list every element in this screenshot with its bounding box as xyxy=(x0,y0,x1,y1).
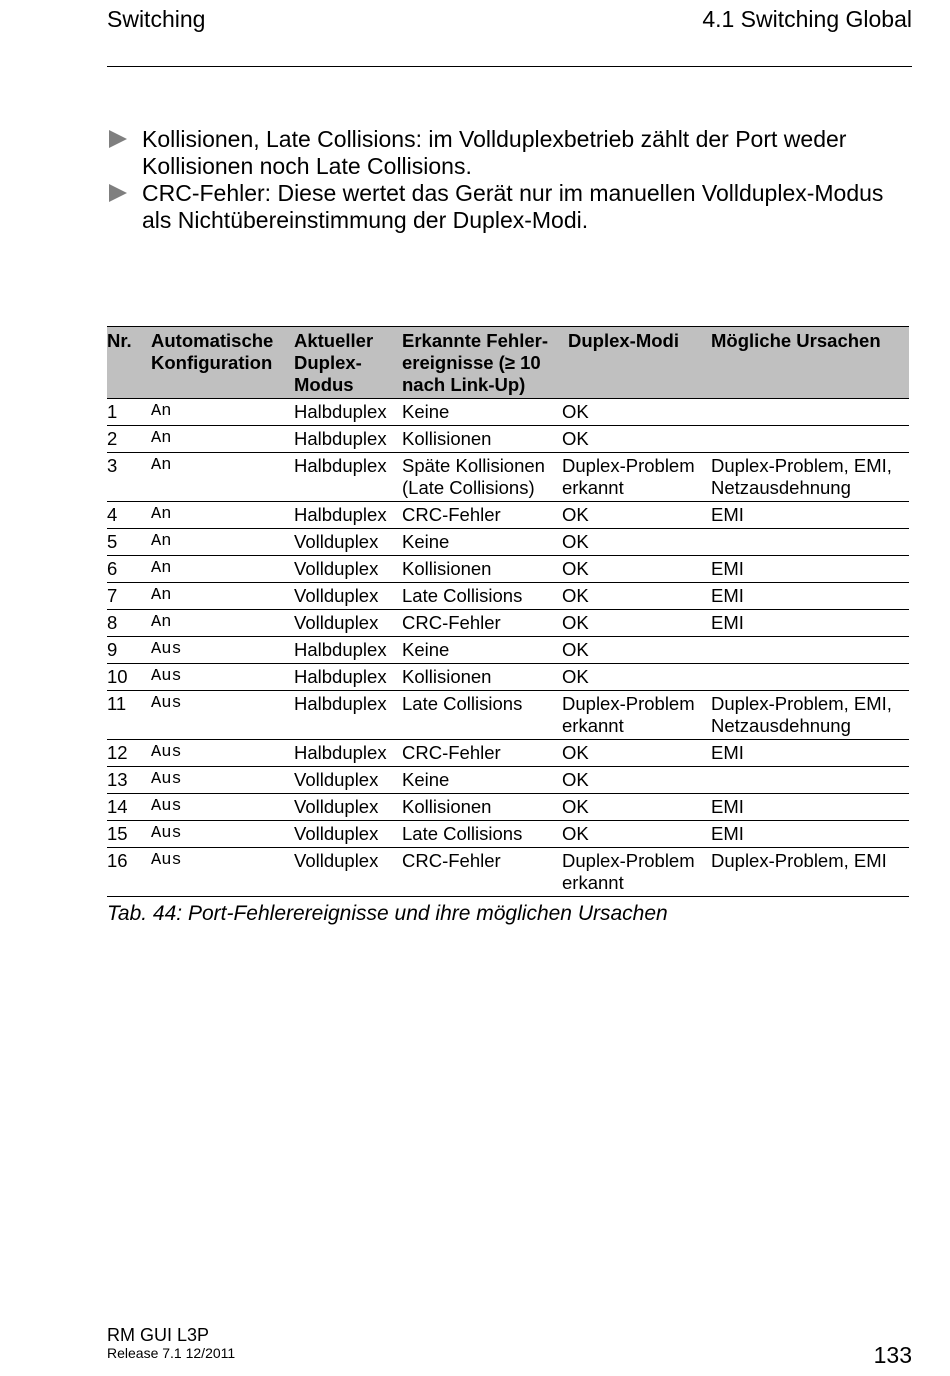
cell-duplex-modi: OK xyxy=(562,610,711,637)
cell-duplex-modi: Duplex-Problem erkannt xyxy=(562,453,711,502)
cell-duplex-mode: Halbduplex xyxy=(294,691,402,740)
cell-error-events: Keine xyxy=(402,637,562,664)
cell-duplex-modi: OK xyxy=(562,740,711,767)
cell-duplex-mode: Vollduplex xyxy=(294,821,402,848)
cell-nr: 1 xyxy=(107,399,151,426)
column-header-duplex-mode: Aktueller Duplex-Modus xyxy=(294,327,402,399)
cell-nr: 10 xyxy=(107,664,151,691)
table-row xyxy=(107,426,909,453)
cell-duplex-modi: OK xyxy=(562,399,711,426)
cell-causes xyxy=(711,664,909,691)
cell-duplex-mode: Halbduplex xyxy=(294,453,402,502)
cell-error-events: Kollisionen xyxy=(402,664,562,691)
table-body xyxy=(107,399,909,897)
section-title: Switching xyxy=(107,6,206,32)
cell-causes: Duplex-Problem, EMI xyxy=(711,848,909,897)
column-header-error-events: Erkannte Fehler-ereignisse (≥ 10 nach Link-Up) xyxy=(402,327,562,399)
column-header-duplex-modi: Duplex-Modi xyxy=(562,327,711,399)
cell-duplex-modi: OK xyxy=(562,529,711,556)
column-header-auto-config: Automatische Konfiguration xyxy=(151,327,294,399)
column-header-nr: Nr. xyxy=(107,327,151,399)
cell-duplex-mode: Vollduplex xyxy=(294,529,402,556)
cell-error-events: Keine xyxy=(402,529,562,556)
triangle-bullet-icon xyxy=(109,184,127,202)
cell-duplex-mode: Vollduplex xyxy=(294,794,402,821)
table-row xyxy=(107,637,909,664)
cell-duplex-mode: Vollduplex xyxy=(294,583,402,610)
cell-auto-config: An xyxy=(151,502,294,529)
table-row xyxy=(107,767,909,794)
cell-duplex-mode: Vollduplex xyxy=(294,767,402,794)
cell-auto-config: Aus xyxy=(151,767,294,794)
cell-nr: 6 xyxy=(107,556,151,583)
footer-release: Release 7.1 12/2011 xyxy=(107,1345,236,1361)
cell-auto-config: Aus xyxy=(151,794,294,821)
table-row xyxy=(107,453,909,502)
table-row xyxy=(107,740,909,767)
triangle-bullet-icon xyxy=(109,130,127,148)
column-header-causes: Mögliche Ursachen xyxy=(711,327,909,399)
cell-error-events: CRC-Fehler xyxy=(402,740,562,767)
cell-auto-config: Aus xyxy=(151,664,294,691)
cell-nr: 9 xyxy=(107,637,151,664)
cell-duplex-modi: Duplex-Problem erkannt xyxy=(562,691,711,740)
table-row xyxy=(107,848,909,897)
cell-nr: 7 xyxy=(107,583,151,610)
footer-doc-info xyxy=(107,1325,235,1361)
cell-error-events: Kollisionen xyxy=(402,426,562,453)
table-row xyxy=(107,556,909,583)
cell-error-events: Keine xyxy=(402,767,562,794)
table-row xyxy=(107,502,909,529)
cell-nr: 11 xyxy=(107,691,151,740)
cell-error-events: CRC-Fehler xyxy=(402,502,562,529)
cell-nr: 3 xyxy=(107,453,151,502)
cell-auto-config: Aus xyxy=(151,740,294,767)
bullet-item xyxy=(107,180,917,234)
cell-auto-config: Aus xyxy=(151,848,294,897)
cell-auto-config: An xyxy=(151,556,294,583)
table-row xyxy=(107,529,909,556)
cell-duplex-mode: Vollduplex xyxy=(294,848,402,897)
cell-causes xyxy=(711,529,909,556)
cell-error-events: Späte Kollisionen (Late Collisions) xyxy=(402,453,562,502)
cell-nr: 12 xyxy=(107,740,151,767)
cell-error-events: Late Collisions xyxy=(402,583,562,610)
cell-causes: Duplex-Problem, EMI, Netzausdehnung xyxy=(711,453,909,502)
bullet-list xyxy=(107,126,917,234)
cell-duplex-mode: Vollduplex xyxy=(294,610,402,637)
cell-causes: EMI xyxy=(711,556,909,583)
cell-auto-config: Aus xyxy=(151,691,294,740)
cell-causes: EMI xyxy=(711,740,909,767)
page-header xyxy=(107,6,912,36)
cell-auto-config: An xyxy=(151,529,294,556)
cell-duplex-modi: OK xyxy=(562,583,711,610)
cell-duplex-mode: Halbduplex xyxy=(294,502,402,529)
cell-causes: EMI xyxy=(711,502,909,529)
cell-duplex-mode: Halbduplex xyxy=(294,740,402,767)
cell-auto-config: An xyxy=(151,426,294,453)
cell-auto-config: An xyxy=(151,610,294,637)
table-header-row xyxy=(107,327,909,399)
cell-nr: 14 xyxy=(107,794,151,821)
cell-causes: EMI xyxy=(711,821,909,848)
cell-duplex-mode: Halbduplex xyxy=(294,399,402,426)
cell-causes xyxy=(711,767,909,794)
cell-duplex-mode: Halbduplex xyxy=(294,664,402,691)
cell-duplex-modi: OK xyxy=(562,502,711,529)
cell-causes xyxy=(711,426,909,453)
cell-duplex-modi: OK xyxy=(562,556,711,583)
cell-error-events: Kollisionen xyxy=(402,794,562,821)
cell-auto-config: An xyxy=(151,453,294,502)
cell-auto-config: Aus xyxy=(151,821,294,848)
cell-causes: EMI xyxy=(711,610,909,637)
cell-causes: EMI xyxy=(711,794,909,821)
cell-duplex-modi: OK xyxy=(562,794,711,821)
cell-duplex-mode: Halbduplex xyxy=(294,426,402,453)
cell-duplex-modi: OK xyxy=(562,637,711,664)
bullet-text: Kollisionen, Late Collisions: im Vollduplexbetrieb zählt der Port weder Kollisionen noch Late Collisions. xyxy=(142,126,847,179)
cell-error-events: Kollisionen xyxy=(402,556,562,583)
cell-auto-config: An xyxy=(151,399,294,426)
cell-duplex-modi: OK xyxy=(562,426,711,453)
cell-duplex-modi: OK xyxy=(562,767,711,794)
cell-nr: 8 xyxy=(107,610,151,637)
cell-causes: Duplex-Problem, EMI, Netzausdehnung xyxy=(711,691,909,740)
cell-duplex-modi: OK xyxy=(562,821,711,848)
cell-duplex-mode: Vollduplex xyxy=(294,556,402,583)
cell-nr: 4 xyxy=(107,502,151,529)
table-row xyxy=(107,610,909,637)
cell-duplex-mode: Halbduplex xyxy=(294,637,402,664)
table-row xyxy=(107,583,909,610)
cell-nr: 13 xyxy=(107,767,151,794)
cell-duplex-modi: Duplex-Problem erkannt xyxy=(562,848,711,897)
cell-error-events: CRC-Fehler xyxy=(402,610,562,637)
table-row xyxy=(107,691,909,740)
table-caption: Tab. 44: Port-Fehlerereignisse und ihre möglichen Ursachen xyxy=(107,902,668,925)
cell-nr: 15 xyxy=(107,821,151,848)
table-row xyxy=(107,664,909,691)
bullet-item xyxy=(107,126,917,180)
footer-doc-title: RM GUI L3P xyxy=(107,1325,210,1345)
cell-causes xyxy=(711,637,909,664)
cell-error-events: Late Collisions xyxy=(402,691,562,740)
cell-error-events: Late Collisions xyxy=(402,821,562,848)
cell-auto-config: Aus xyxy=(151,637,294,664)
table-row xyxy=(107,399,909,426)
header-divider xyxy=(107,66,912,67)
bullet-text: CRC-Fehler: Diese wertet das Gerät nur im manuellen Vollduplex-Modus als Nichtübereinstimmung der Duplex-Modi. xyxy=(142,180,884,233)
table-row xyxy=(107,794,909,821)
cell-causes xyxy=(711,399,909,426)
table-row xyxy=(107,821,909,848)
cell-causes: EMI xyxy=(711,583,909,610)
chapter-title: 4.1 Switching Global xyxy=(702,6,912,32)
cell-nr: 16 xyxy=(107,848,151,897)
cell-error-events: CRC-Fehler xyxy=(402,848,562,897)
port-error-table xyxy=(107,326,909,897)
cell-duplex-modi: OK xyxy=(562,664,711,691)
cell-nr: 2 xyxy=(107,426,151,453)
cell-nr: 5 xyxy=(107,529,151,556)
cell-error-events: Keine xyxy=(402,399,562,426)
cell-auto-config: An xyxy=(151,583,294,610)
page-number: 133 xyxy=(873,1342,912,1368)
